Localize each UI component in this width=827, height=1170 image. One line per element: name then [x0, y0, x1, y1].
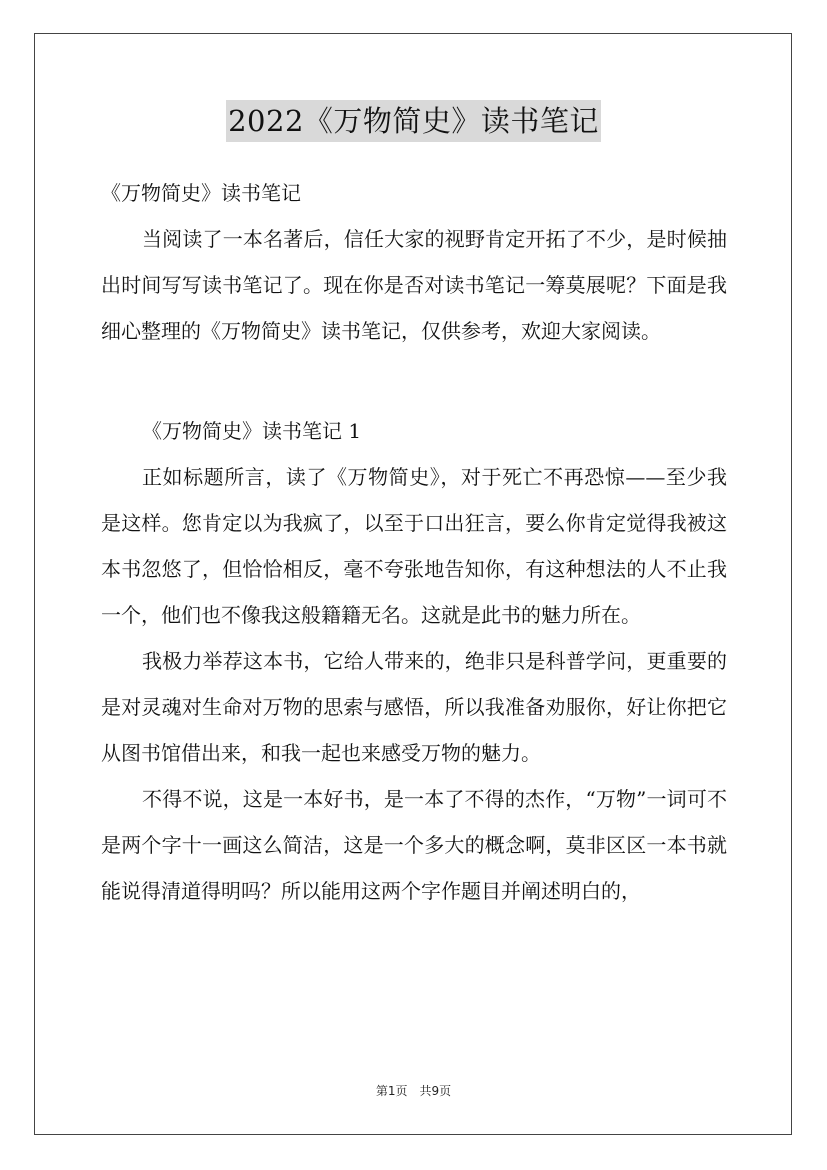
intro-paragraph: 当阅读了一本名著后，信任大家的视野肯定开拓了不少，是时候抽出时间写写读书笔记了。现在你是否对读书笔记一筹莫展呢？下面是我细心整理的《万物简史》读书笔记，仅供参考，欢迎大家阅读。: [101, 227, 727, 343]
title-area: [0, 100, 827, 142]
document-body: [101, 170, 727, 914]
body-paragraph: 正如标题所言，读了《万物简史》，对于死亡不再恐惊——至少我是这样。您肯定以为我疯了，以至于口出狂言，要么你肯定觉得我被这本书忽悠了，但恰恰相反，毫不夸张地告知你，有这种想法的人不止我一个，他们也不像我这般籍籍无名。这就是此书的魅力所在。: [101, 465, 727, 627]
document-subtitle: 《万物简史》读书笔记: [101, 181, 301, 205]
body-paragraph: 我极力举荐这本书，它给人带来的，绝非只是科普学问，更重要的是对灵魂对生命对万物的思索与感悟，所以我准备劝服你，好让你把它从图书馆借出来，和我一起也来感受万物的魅力。: [101, 649, 727, 765]
body-paragraph: 不得不说，这是一本好书，是一本了不得的杰作，“万物”一词可不是两个字十一画这么简洁，这是一个多大的概念啊，莫非区区一本书就能说得清道得明吗？所以能用这两个字作题目并阐述明白的，: [101, 787, 727, 903]
section-gap: [101, 354, 727, 408]
page-footer: [0, 1082, 827, 1099]
document-title: 2022《万物简史》读书笔记: [226, 100, 601, 142]
page-number: 第1页 共9页: [375, 1084, 452, 1098]
section-heading: 《万物简史》读书笔记 1: [142, 419, 362, 443]
